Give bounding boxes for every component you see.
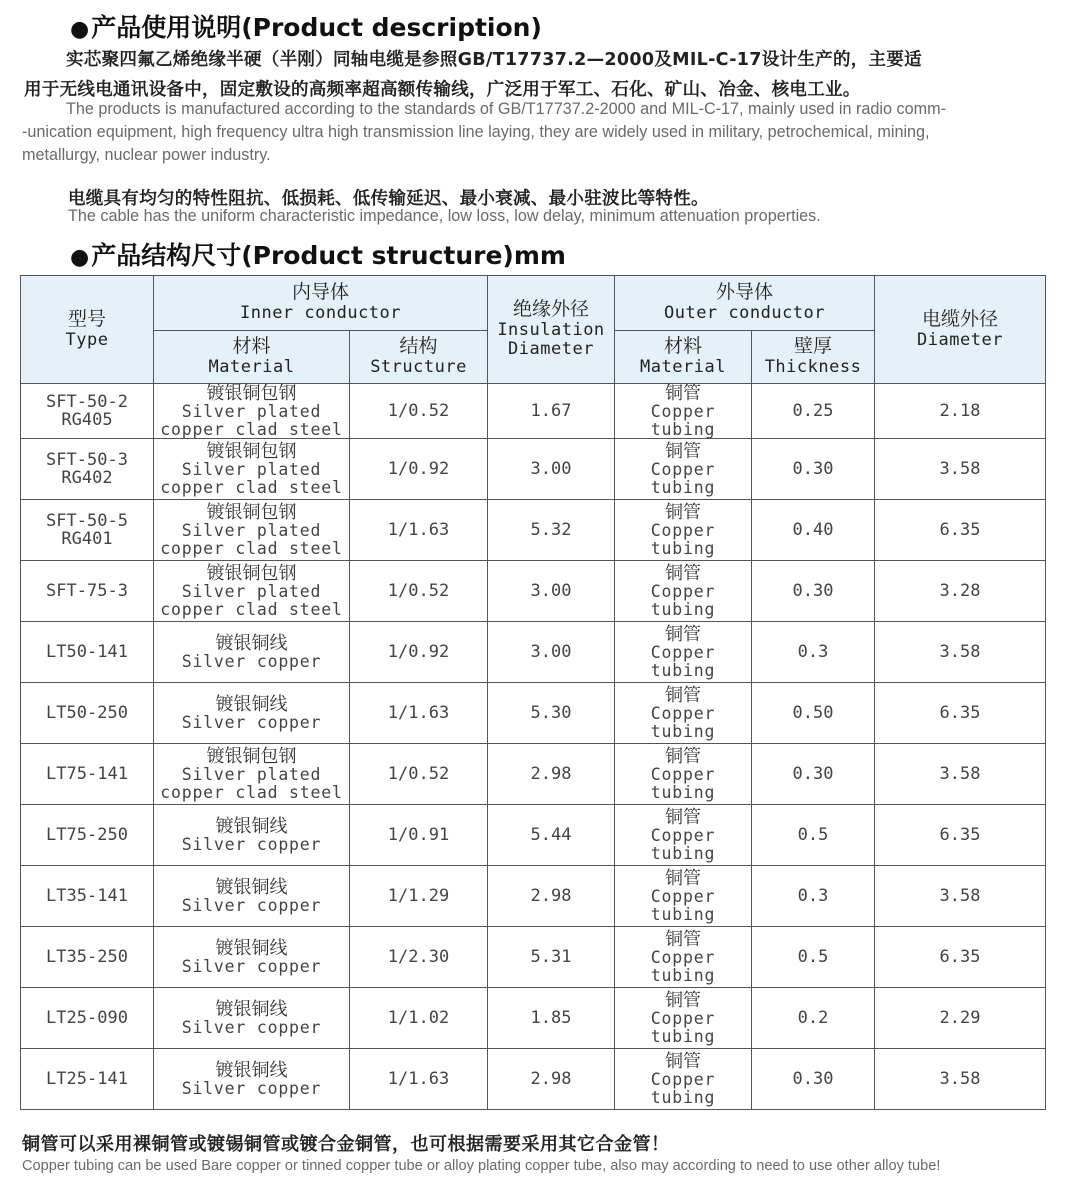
cell-type <box>21 988 154 1049</box>
cell-type <box>21 866 154 927</box>
cell-insulation-diameter: 5.44 <box>488 805 615 866</box>
header-outer-conductor: 外导体 Outer conductor <box>615 276 875 331</box>
table-row <box>21 439 1046 500</box>
cell-insulation-diameter: 1.67 <box>488 384 615 439</box>
cell-type <box>21 622 154 683</box>
cell-inner-material <box>154 683 350 744</box>
outer-material-cn: 铜管 <box>665 685 701 706</box>
cell-structure: 1/0.92 <box>350 439 488 500</box>
cell-cable-diameter: 6.35 <box>875 927 1046 988</box>
type-code: LT75-141 <box>46 764 128 784</box>
material-en: Silver plated <box>181 460 322 479</box>
description-en-line-3: metallurgy, nuclear power industry. <box>22 146 271 164</box>
material-en: Silver copper <box>181 1017 322 1037</box>
cell-cable-diameter: 2.18 <box>875 384 1046 439</box>
cell-thickness: 0.30 <box>752 439 875 500</box>
cell-inner-material <box>154 500 350 561</box>
table-row <box>21 500 1046 561</box>
section-title-text: 产品使用说明(Product description) <box>91 13 542 42</box>
cell-structure: 1/0.52 <box>350 744 488 805</box>
cell-outer-material <box>615 683 752 744</box>
product-structure-table <box>20 275 1046 1110</box>
material-en: Silver plated <box>181 402 322 421</box>
material-cn: 镀银铜包钢 <box>206 746 297 767</box>
cell-thickness: 0.5 <box>752 805 875 866</box>
table-row <box>21 866 1046 927</box>
cell-insulation-diameter: 2.98 <box>488 744 615 805</box>
cell-type <box>21 683 154 744</box>
material-en-2: copper clad steel <box>160 538 343 558</box>
cell-structure: 1/0.92 <box>350 622 488 683</box>
cell-inner-material <box>154 561 350 622</box>
material-en: Silver copper <box>181 956 322 976</box>
cell-cable-diameter: 6.35 <box>875 500 1046 561</box>
cell-insulation-diameter: 1.85 <box>488 988 615 1049</box>
cell-thickness: 0.3 <box>752 866 875 927</box>
outer-material-cn: 铜管 <box>665 441 701 462</box>
header-inner-structure: 结构 Structure <box>350 331 488 384</box>
material-cn: 镀银铜线 <box>215 876 288 898</box>
material-cn: 镀银铜线 <box>215 632 288 654</box>
cell-insulation-diameter: 5.30 <box>488 683 615 744</box>
cell-structure: 1/1.63 <box>350 683 488 744</box>
outer-material-cn: 铜管 <box>665 807 701 828</box>
type-code: LT35-141 <box>46 886 128 906</box>
material-en: Silver plated <box>181 765 322 784</box>
cell-cable-diameter: 6.35 <box>875 683 1046 744</box>
cell-type <box>21 500 154 561</box>
type-code: SFT-75-3 <box>46 581 128 601</box>
description-cn-line-2: 用于无线电通讯设备中，固定敷设的高频率超高额传输线，广泛用于军工、石化、矿山、冶金、核电工业。 <box>24 80 861 100</box>
cell-outer-material <box>615 988 752 1049</box>
cell-type <box>21 744 154 805</box>
cell-type <box>21 561 154 622</box>
outer-material-en: Copper tubing <box>650 521 716 558</box>
table-body <box>21 384 1046 1110</box>
cell-insulation-diameter: 2.98 <box>488 1049 615 1110</box>
table-row <box>21 561 1046 622</box>
material-cn: 镀银铜线 <box>215 998 288 1020</box>
cell-outer-material <box>615 805 752 866</box>
table-row <box>21 988 1046 1049</box>
header-type: 型号 Type <box>21 276 154 384</box>
cell-outer-material <box>615 927 752 988</box>
header-outer-material: 材料 Material <box>615 331 752 384</box>
cell-outer-material <box>615 439 752 500</box>
cell-thickness: 0.2 <box>752 988 875 1049</box>
cell-thickness: 0.25 <box>752 384 875 439</box>
material-en: Silver copper <box>181 651 322 671</box>
bullet-dot-icon: ● <box>70 17 90 42</box>
cell-inner-material <box>154 622 350 683</box>
cell-type <box>21 439 154 500</box>
cell-outer-material <box>615 866 752 927</box>
cell-structure: 1/0.52 <box>350 561 488 622</box>
outer-material-en: Copper tubing <box>650 704 716 741</box>
cell-structure: 1/2.30 <box>350 927 488 988</box>
type-code: SFT-50-2 <box>46 392 128 412</box>
cell-type <box>21 1049 154 1110</box>
material-en: Silver copper <box>181 712 322 732</box>
table-row <box>21 927 1046 988</box>
properties-cn-line: 电缆具有均匀的特性阻抗、低损耗、低传输延迟、最小衰减、最小驻波比等特性。 <box>68 189 709 209</box>
outer-material-en: Copper tubing <box>650 402 716 439</box>
outer-material-cn: 铜管 <box>665 990 701 1011</box>
material-en: Silver plated <box>181 582 322 601</box>
outer-material-en: Copper tubing <box>650 1070 716 1107</box>
cell-inner-material <box>154 384 350 439</box>
cell-cable-diameter: 6.35 <box>875 805 1046 866</box>
cell-type <box>21 805 154 866</box>
cell-structure: 1/1.63 <box>350 500 488 561</box>
cell-outer-material <box>615 561 752 622</box>
cell-insulation-diameter: 5.32 <box>488 500 615 561</box>
cell-cable-diameter: 3.58 <box>875 744 1046 805</box>
cell-cable-diameter: 2.29 <box>875 988 1046 1049</box>
cell-inner-material <box>154 805 350 866</box>
cell-cable-diameter: 3.28 <box>875 561 1046 622</box>
table-row <box>21 384 1046 439</box>
outer-material-cn: 铜管 <box>665 563 701 584</box>
header-outer-thickness: 壁厚 Thickness <box>752 331 875 384</box>
outer-material-cn: 铜管 <box>665 868 701 889</box>
cell-insulation-diameter: 2.98 <box>488 866 615 927</box>
type-alias: RG401 <box>61 529 113 549</box>
cell-cable-diameter: 3.58 <box>875 622 1046 683</box>
outer-material-cn: 铜管 <box>665 929 701 950</box>
header-inner-conductor: 内导体 Inner conductor <box>154 276 488 331</box>
material-en: Silver copper <box>181 895 322 915</box>
cell-thickness: 0.30 <box>752 1049 875 1110</box>
cell-structure: 1/1.02 <box>350 988 488 1049</box>
properties-en-line: The cable has the uniform characteristic impedance, low loss, low delay, minimum attenuation properties. <box>68 207 821 225</box>
material-en: Silver copper <box>181 834 322 854</box>
cell-inner-material <box>154 927 350 988</box>
cell-structure: 1/0.52 <box>350 384 488 439</box>
table-row <box>21 805 1046 866</box>
material-cn: 镀银铜线 <box>215 815 288 837</box>
type-code: LT25-090 <box>46 1008 128 1028</box>
outer-material-en: Copper tubing <box>650 1009 716 1046</box>
type-code: LT25-141 <box>46 1069 128 1089</box>
table-row <box>21 683 1046 744</box>
cell-insulation-diameter: 3.00 <box>488 622 615 683</box>
header-inner-material: 材料 Material <box>154 331 350 384</box>
cell-structure: 1/0.91 <box>350 805 488 866</box>
outer-material-cn: 铜管 <box>665 746 701 767</box>
material-cn: 镀银铜包钢 <box>206 563 297 584</box>
type-code: SFT-50-5 <box>46 511 128 531</box>
cell-thickness: 0.30 <box>752 744 875 805</box>
section-title-text: 产品结构尺寸(Product structure)mm <box>91 241 566 270</box>
cell-type <box>21 927 154 988</box>
material-en-2: copper clad steel <box>160 419 343 439</box>
material-en-2: copper clad steel <box>160 599 343 619</box>
outer-material-en: Copper tubing <box>650 460 716 497</box>
table-row <box>21 1049 1046 1110</box>
material-cn: 镀银铜线 <box>215 937 288 959</box>
material-en: Silver plated <box>181 521 322 540</box>
section-title-product-description <box>70 8 542 44</box>
outer-material-en: Copper tubing <box>650 643 716 680</box>
material-cn: 镀银铜包钢 <box>206 502 297 523</box>
outer-material-cn: 铜管 <box>665 624 701 645</box>
cell-inner-material <box>154 988 350 1049</box>
cell-inner-material <box>154 744 350 805</box>
description-cn-line-1: 实芯聚四氟乙烯绝缘半硬（半刚）同轴电缆是参照GB/T17737.2—2000及MIL-C-17设计生产的，主要适 <box>66 50 922 70</box>
cell-thickness: 0.5 <box>752 927 875 988</box>
table-row <box>21 622 1046 683</box>
material-en-2: copper clad steel <box>160 477 343 497</box>
cell-inner-material <box>154 1049 350 1110</box>
section-title-product-structure <box>70 236 566 272</box>
cell-outer-material <box>615 622 752 683</box>
cell-thickness: 0.30 <box>752 561 875 622</box>
cell-thickness: 0.50 <box>752 683 875 744</box>
cell-thickness: 0.3 <box>752 622 875 683</box>
cell-outer-material <box>615 384 752 439</box>
header-cable-diameter: 电缆外径 Diameter <box>875 276 1046 384</box>
material-cn: 镀银铜包钢 <box>206 441 297 462</box>
footer-note-en: Copper tubing can be used Bare copper or tinned copper tube or alloy plating copper tube, also may according to need to use other alloy tube! <box>22 1158 941 1174</box>
material-en-2: copper clad steel <box>160 782 343 802</box>
type-code: LT50-250 <box>46 703 128 723</box>
outer-material-en: Copper tubing <box>650 887 716 924</box>
material-cn: 镀银铜包钢 <box>206 383 297 404</box>
bullet-dot-icon: ● <box>70 245 90 270</box>
cell-structure: 1/1.63 <box>350 1049 488 1110</box>
outer-material-en: Copper tubing <box>650 582 716 619</box>
outer-material-en: Copper tubing <box>650 826 716 863</box>
cell-cable-diameter: 3.58 <box>875 866 1046 927</box>
table-row <box>21 744 1046 805</box>
description-en-line-2: -unication equipment, high frequency ultra high transmission line laying, they are widely used in military, petrochemical, mining, <box>22 123 930 141</box>
outer-material-cn: 铜管 <box>665 502 701 523</box>
cell-insulation-diameter: 5.31 <box>488 927 615 988</box>
type-alias: RG405 <box>61 410 113 430</box>
cell-insulation-diameter: 3.00 <box>488 439 615 500</box>
type-code: LT35-250 <box>46 947 128 967</box>
type-alias: RG402 <box>61 468 113 488</box>
outer-material-cn: 铜管 <box>665 1051 701 1072</box>
cell-insulation-diameter: 3.00 <box>488 561 615 622</box>
outer-material-cn: 铜管 <box>665 383 701 404</box>
outer-material-en: Copper tubing <box>650 948 716 985</box>
material-cn: 镀银铜线 <box>215 1059 288 1081</box>
material-cn: 镀银铜线 <box>215 693 288 715</box>
cell-outer-material <box>615 1049 752 1110</box>
footer-note-cn: 铜管可以采用裸铜管或镀锡铜管或镀合金铜管，也可根据需要采用其它合金管！ <box>22 1134 670 1155</box>
cell-inner-material <box>154 866 350 927</box>
type-code: LT50-141 <box>46 642 128 662</box>
material-en: Silver copper <box>181 1078 322 1098</box>
cell-cable-diameter: 3.58 <box>875 1049 1046 1110</box>
description-en-line-1: The products is manufactured according to the standards of GB/T17737.2-2000 and MIL-C-17, mainly used in radio comm- <box>66 100 946 118</box>
outer-material-en: Copper tubing <box>650 765 716 802</box>
cell-inner-material <box>154 439 350 500</box>
cell-outer-material <box>615 744 752 805</box>
cell-thickness: 0.40 <box>752 500 875 561</box>
header-insulation-diameter: 绝缘外径 Insulation Diameter <box>488 276 615 384</box>
cell-outer-material <box>615 500 752 561</box>
cell-cable-diameter: 3.58 <box>875 439 1046 500</box>
type-code: LT75-250 <box>46 825 128 845</box>
cell-type <box>21 384 154 439</box>
type-code: SFT-50-3 <box>46 450 128 470</box>
cell-structure: 1/1.29 <box>350 866 488 927</box>
